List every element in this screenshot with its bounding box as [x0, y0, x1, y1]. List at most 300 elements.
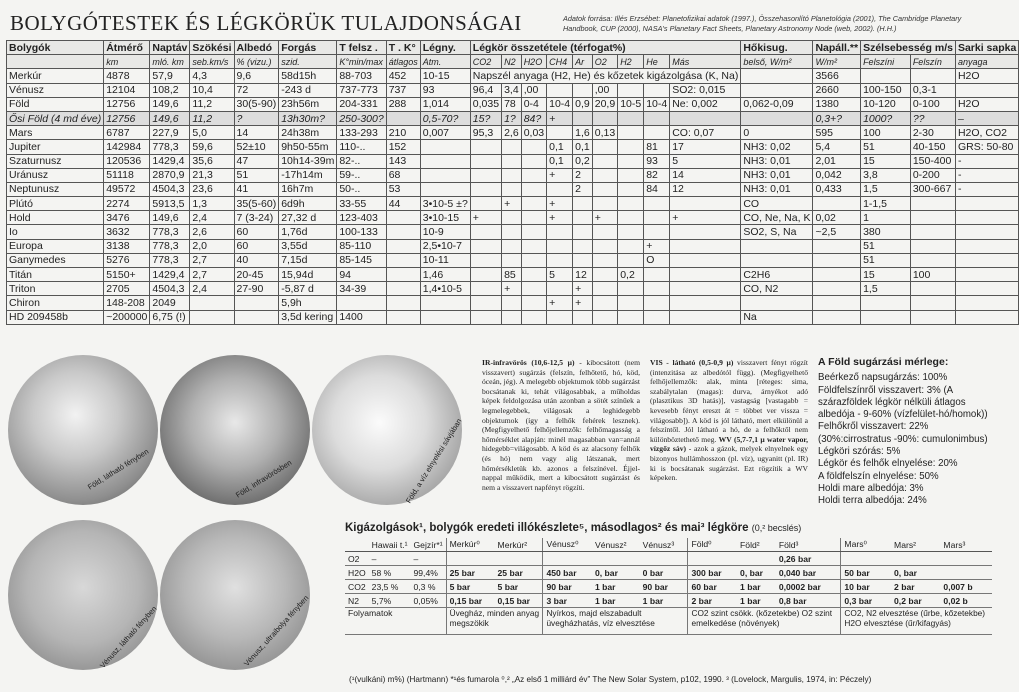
atm-header-cell — [345, 538, 369, 552]
table-row — [7, 282, 1019, 296]
table-cell: 452 — [386, 69, 420, 83]
atm-header-cell: Vénusz³ — [640, 538, 688, 552]
table-cell: 51 — [861, 239, 911, 253]
table-cell: + — [547, 111, 573, 125]
source-note — [563, 14, 983, 33]
table-cell: 35,6 — [190, 154, 234, 168]
atm-header-cell: Gejzír*¹ — [411, 538, 447, 552]
earth-visible-image — [8, 355, 158, 505]
table-cell — [741, 239, 813, 253]
table-cell — [910, 239, 955, 253]
table-cell: 2660 — [813, 83, 861, 97]
table-cell: 1,5 — [861, 282, 911, 296]
atm-cell: 99,4% — [411, 566, 447, 580]
process-label: Folyamatok — [345, 608, 446, 635]
table-cell: 10-4 — [547, 97, 573, 111]
table-cell: 1429,4 — [150, 154, 190, 168]
caption-venus-visible: Vénusz, látható fényben — [98, 604, 159, 671]
table-cell: 88-703 — [337, 69, 386, 83]
table-cell: 50-.. — [337, 182, 386, 196]
atm-cell: 5 bar — [446, 580, 494, 594]
table-cell — [547, 310, 573, 324]
table-cell: 85-110 — [337, 239, 386, 253]
table-cell: 4,3 — [190, 69, 234, 83]
visible-description — [650, 358, 808, 483]
table-cell — [470, 268, 501, 282]
table-cell: 7,15d — [279, 253, 337, 267]
table-subheader-cell: seb.km/s — [190, 55, 234, 69]
atm-cell — [737, 552, 776, 566]
table-cell — [573, 211, 593, 225]
atm-cell: 0, bar — [592, 566, 640, 580]
table-cell: 3566 — [813, 69, 861, 83]
table-cell — [592, 197, 617, 211]
table-cell: - — [955, 182, 1018, 196]
atm-process-row — [345, 608, 992, 635]
atm-cell: 2 bar — [891, 580, 940, 594]
table-cell: 110-.. — [337, 140, 386, 154]
table-cell — [420, 168, 470, 182]
table-cell: 40 — [234, 253, 279, 267]
table-cell: 3•10-15 — [420, 211, 470, 225]
table-cell: Triton — [7, 282, 104, 296]
table-cell: 57,9 — [150, 69, 190, 83]
table-cell: 41 — [234, 182, 279, 196]
process-cell: CO2, N2 elvesztése (űrbe, kőzetekbe) H2O elvesztése (űr/kifagyás) — [841, 608, 992, 635]
table-cell: 2 — [573, 168, 593, 182]
table-cell — [618, 239, 644, 253]
table-cell — [741, 253, 813, 267]
table-cell: CO — [741, 197, 813, 211]
atm-header-cell: Föld² — [737, 538, 776, 552]
table-cell — [502, 182, 522, 196]
table-cell: + — [470, 211, 501, 225]
table-cell: NH3: 0,01 — [741, 168, 813, 182]
table-cell: 2-30 — [910, 126, 955, 140]
table-cell: 23h56m — [279, 97, 337, 111]
table-header-cell: Szökési — [190, 41, 234, 55]
table-row — [7, 83, 1019, 97]
table-cell — [644, 310, 670, 324]
atm-cell: 60 bar — [688, 580, 737, 594]
atm-header-cell: Föld³ — [776, 538, 841, 552]
table-cell: 17 — [670, 140, 741, 154]
table-cell — [386, 296, 420, 310]
table-cell: 0,1 — [573, 140, 593, 154]
table-cell: 2,7 — [190, 268, 234, 282]
atm-cell: O2 — [345, 552, 369, 566]
atm-cell — [891, 552, 940, 566]
table-cell: SO2: 0,015 — [670, 83, 741, 97]
table-cell — [521, 140, 546, 154]
table-cell: 737-773 — [337, 83, 386, 97]
table-cell: 5,9h — [279, 296, 337, 310]
table-cell: 10-11 — [420, 253, 470, 267]
table-cell — [741, 296, 813, 310]
table-row — [7, 253, 1019, 267]
table-cell: Föld — [7, 97, 104, 111]
table-cell — [861, 69, 911, 83]
table-cell: Napszél anyaga (H2, He) és kőzetek kigázolgása (K, Na) — [470, 69, 741, 83]
table-cell: 5,4 — [813, 140, 861, 154]
table-row — [7, 197, 1019, 211]
page-title: BOLYGÓTESTEK ÉS LÉGKÖRÜK TULAJDONSÁGAI — [10, 11, 522, 35]
atm-cell: 50 bar — [841, 566, 891, 580]
table-subheader-cell: belső, W/m² — [741, 55, 813, 69]
table-cell: 3138 — [104, 239, 150, 253]
table-cell — [861, 310, 911, 324]
table-cell — [190, 296, 234, 310]
table-cell: – — [955, 111, 1018, 125]
table-cell: 100-133 — [337, 225, 386, 239]
table-cell — [420, 154, 470, 168]
table-cell — [234, 296, 279, 310]
table-cell: 149,6 — [150, 211, 190, 225]
table-cell: 0,03 — [521, 126, 546, 140]
table-cell: 3632 — [104, 225, 150, 239]
atm-cell: 0,3 % — [411, 580, 447, 594]
table-cell: ,00 — [521, 83, 546, 97]
table-cell: - — [955, 154, 1018, 168]
table-row — [7, 268, 1019, 282]
table-cell — [386, 111, 420, 125]
table-subheader-cell: % (vizu.) — [234, 55, 279, 69]
process-cell: CO2 szint csökk. (kőzetekbe) O2 szint emelkedése (növények) — [688, 608, 841, 635]
table-cell — [573, 225, 593, 239]
table-cell: -17h14m — [279, 168, 337, 182]
table-cell: 34-39 — [337, 282, 386, 296]
table-cell — [470, 282, 501, 296]
table-subheader-cell: O2 — [592, 55, 617, 69]
table-cell — [910, 197, 955, 211]
table-cell — [547, 126, 573, 140]
table-cell: 227,9 — [150, 126, 190, 140]
radiation-line: A földfelszín elnyelése: 50% — [818, 470, 939, 482]
table-cell: 149,6 — [150, 111, 190, 125]
table-cell: 10,4 — [190, 83, 234, 97]
atm-cell: 1 bar — [592, 580, 640, 594]
table-cell: -5,87 d — [279, 282, 337, 296]
atmosphere-title-note: (0,² becslés) — [751, 523, 802, 533]
table-row — [7, 239, 1019, 253]
table-cell: 10h14-39m — [279, 154, 337, 168]
table-cell: 1,3 — [190, 197, 234, 211]
infrared-body: - kibocsátott (nem visszavert) sugárzás (felszín, felhőtető, hó, köd, óceán, jég). A melegebb objektumok több sugárzást bocsátanak ki, tehát világosabbak, a műholdas képek feldolgozása után azonban a sötét színűek a legmelegebbek, világosak a leghidegebb objektumok (így a felhők fehérek lesznek). (Megfigyelhető felhőjellemzők: felhőmagasság a hőmérséklet alapján: minél magasabban van=annál hidegebb=világosabb. A köd és az alacsony felhők (és hó) nem vagy alig látszanak, mert hőmérsékletük kb. azonos a felszínével. Éjjel-nappal működik, mert a kibocsátott sugárzást és nem a visszavert napfényt rögzíti. — [482, 358, 640, 492]
table-cell: 0-4 — [521, 97, 546, 111]
table-header-cell: Naptáv — [150, 41, 190, 55]
atm-cell: 0 bar — [640, 566, 688, 580]
table-cell: 13h30m? — [279, 111, 337, 125]
radiation-line: Beérkező napsugárzás: 100% — [818, 372, 948, 384]
table-cell: GRS: 50-80 — [955, 140, 1018, 154]
atm-header-cell: Mars⁰ — [841, 538, 891, 552]
table-cell — [670, 282, 741, 296]
table-cell: Plútó — [7, 197, 104, 211]
atm-cell: 0,3 bar — [841, 594, 891, 608]
table-cell — [618, 253, 644, 267]
table-cell — [521, 154, 546, 168]
table-cell: 380 — [861, 225, 911, 239]
table-cell: 1,014 — [420, 97, 470, 111]
table-cell — [644, 296, 670, 310]
table-cell — [502, 225, 522, 239]
table-cell: 12 — [573, 268, 593, 282]
table-cell — [644, 111, 670, 125]
table-cell — [547, 282, 573, 296]
atm-cell: 0, bar — [737, 566, 776, 580]
table-cell: 100 — [861, 126, 911, 140]
table-cell: 51 — [234, 168, 279, 182]
table-subheader-cell: mló. km — [150, 55, 190, 69]
table-cell: 12 — [670, 182, 741, 196]
table-cell: Chiron — [7, 296, 104, 310]
table-cell: 12104 — [104, 83, 150, 97]
table-cell — [190, 310, 234, 324]
table-cell — [573, 83, 593, 97]
atm-cell: 0,0002 bar — [776, 580, 841, 594]
atm-cell: 90 bar — [543, 580, 592, 594]
table-cell: 60 — [234, 225, 279, 239]
radiation-line: Légkör és felhők elnyelése: 20% — [818, 458, 958, 470]
table-cell: 15 — [861, 268, 911, 282]
table-cell — [955, 211, 1018, 225]
table-cell: 72 — [234, 83, 279, 97]
atm-cell: 23,5 % — [369, 580, 411, 594]
table-cell — [644, 268, 670, 282]
atm-header-cell: Hawaii t.¹ — [369, 538, 411, 552]
water-vapor-body: - azok a gázok, melyek elnyelnek egy bizonyos hullámhosszon (pl. víz), ugyanitt (pl. IR) ki is bocsátanak sugárzást. Ezt rögzítik a WV képeken. — [650, 444, 808, 483]
table-cell: 204-331 — [337, 97, 386, 111]
atm-header-cell: Merkúr² — [495, 538, 543, 552]
table-cell: + — [573, 296, 593, 310]
table-cell — [592, 225, 617, 239]
table-row — [7, 182, 1019, 196]
table-cell: Ganymedes — [7, 253, 104, 267]
atm-cell — [688, 552, 737, 566]
table-cell — [573, 310, 593, 324]
atm-header-cell: Vénusz² — [592, 538, 640, 552]
table-cell: 9,6 — [234, 69, 279, 83]
table-cell: 5 — [670, 154, 741, 168]
table-cell: 68 — [386, 168, 420, 182]
table-cell — [910, 211, 955, 225]
table-cell: 59,6 — [190, 140, 234, 154]
table-cell: 27,32 d — [279, 211, 337, 225]
source-label: Adatok forrása: — [563, 14, 613, 23]
table-subheader-cell: CH4 — [547, 55, 573, 69]
atm-cell: 2 bar — [688, 594, 737, 608]
table-cell — [644, 282, 670, 296]
table-cell: 1,46 — [420, 268, 470, 282]
table-cell: NH3: 0,01 — [741, 182, 813, 196]
table-cell: Jupiter — [7, 140, 104, 154]
table-cell: Vénusz — [7, 83, 104, 97]
source-text: Illés Erzsébet: Planetofizikai adatok (1997.), Összehasonlító Planetológia (2001), The Cambridge Planetary Handbook, CUP (2000), NASA's Planetary Fact Sheets, Planetary Astronomy Node (web, 2002). — [563, 14, 962, 33]
table-cell: 33-55 — [337, 197, 386, 211]
caption-earth-water-vapor: Föld, a víz elnyelési sávjában — [404, 416, 464, 505]
table-cell: ?? — [910, 111, 955, 125]
table-cell: 3,55d — [279, 239, 337, 253]
table-cell: 108,2 — [150, 83, 190, 97]
table-cell: + — [502, 282, 522, 296]
table-cell — [386, 225, 420, 239]
table-cell — [813, 197, 861, 211]
table-cell — [813, 253, 861, 267]
table-cell — [618, 111, 644, 125]
table-cell — [502, 211, 522, 225]
table-cell: 2049 — [150, 296, 190, 310]
table-cell: 53 — [386, 182, 420, 196]
table-cell: 2,6 — [502, 126, 522, 140]
table-cell — [521, 197, 546, 211]
table-cell: 100-150 — [861, 83, 911, 97]
table-cell — [470, 296, 501, 310]
atm-cell: 0,15 bar — [495, 594, 543, 608]
table-cell — [470, 168, 501, 182]
table-cell: -243 d — [279, 83, 337, 97]
table-subheader-cell: szid. — [279, 55, 337, 69]
atm-cell: 0,007 b — [940, 580, 992, 594]
table-cell: 2705 — [104, 282, 150, 296]
atm-cell: 25 bar — [446, 566, 494, 580]
infrared-heading: IR-infravörös (10,6-12,5 μ) — [482, 358, 575, 367]
table-cell: 12756 — [104, 97, 150, 111]
table-cell: 3,4 — [502, 83, 522, 97]
table-cell: 0,5-70? — [420, 111, 470, 125]
caption-venus-uv: Vénusz, ultraibolya fényben — [242, 593, 311, 669]
table-subheader-cell: W/m² — [813, 55, 861, 69]
table-subheader-cell: H2 — [618, 55, 644, 69]
table-cell: 84? — [521, 111, 546, 125]
table-cell: 737 — [386, 83, 420, 97]
table-cell — [813, 310, 861, 324]
table-cell — [618, 225, 644, 239]
table-cell — [592, 182, 617, 196]
table-cell — [955, 268, 1018, 282]
earth-infrared-image — [160, 355, 310, 505]
table-cell — [420, 182, 470, 196]
atm-cell: 0,05% — [411, 594, 447, 608]
table-cell — [470, 154, 501, 168]
table-cell — [955, 197, 1018, 211]
atm-cell: 0,8 bar — [776, 594, 841, 608]
table-cell — [547, 253, 573, 267]
table-cell — [573, 239, 593, 253]
atmosphere-section-title — [345, 522, 801, 534]
table-cell — [592, 253, 617, 267]
table-cell: 15 — [861, 154, 911, 168]
table-cell: SO2, S, Na — [741, 225, 813, 239]
table-cell: Merkúr — [7, 69, 104, 83]
table-cell — [547, 182, 573, 196]
table-cell: 1,76d — [279, 225, 337, 239]
table-cell: 9h50-55m — [279, 140, 337, 154]
table-cell: 778,3 — [150, 225, 190, 239]
table-cell — [337, 296, 386, 310]
table-cell: 148-208 — [104, 296, 150, 310]
table-cell: H2O — [955, 69, 1018, 83]
table-cell — [592, 296, 617, 310]
table-subheader-cell — [7, 55, 104, 69]
table-cell: 0,9 — [573, 97, 593, 111]
table-subheader-cell: H2O — [521, 55, 546, 69]
table-cell — [618, 310, 644, 324]
table-cell: 778,3 — [150, 140, 190, 154]
table-cell: 0 — [741, 126, 813, 140]
table-cell — [470, 140, 501, 154]
table-cell: 3,8 — [861, 168, 911, 182]
table-cell — [573, 253, 593, 267]
table-cell: H2O — [955, 97, 1018, 111]
table-cell — [618, 83, 644, 97]
table-cell — [644, 211, 670, 225]
water-vapor-heading: WV (5,7-7,1 μ water vapor, vízgőz sáv) — [650, 434, 808, 454]
table-cell: 2,5•10-7 — [420, 239, 470, 253]
table-cell — [618, 197, 644, 211]
table-cell: 133-293 — [337, 126, 386, 140]
radiation-title: A Föld sugárzási mérlege: — [818, 356, 949, 368]
table-cell: Titán — [7, 268, 104, 282]
table-cell: 0,02 — [813, 211, 861, 225]
table-cell — [955, 239, 1018, 253]
table-cell: 210 — [386, 126, 420, 140]
table-cell — [470, 239, 501, 253]
earth-water-vapor-image — [312, 355, 462, 505]
table-cell: 2274 — [104, 197, 150, 211]
table-cell: HD 209458b — [7, 310, 104, 324]
table-cell — [910, 225, 955, 239]
table-cell — [813, 282, 861, 296]
table-cell: 5150+ — [104, 268, 150, 282]
atm-header-cell: Föld⁰ — [688, 538, 737, 552]
table-cell: 778,3 — [150, 239, 190, 253]
atm-cell: 300 bar — [688, 566, 737, 580]
venus-visible-image — [8, 520, 158, 670]
table-cell — [955, 296, 1018, 310]
table-cell: 288 — [386, 97, 420, 111]
table-cell: 3476 — [104, 211, 150, 225]
table-cell: 0,3+? — [813, 111, 861, 125]
table-row — [7, 126, 1019, 140]
table-cell — [670, 111, 741, 125]
table-cell: 0,3-1 — [910, 83, 955, 97]
table-cell — [502, 310, 522, 324]
table-cell: NH3: 0,02 — [741, 140, 813, 154]
atm-cell: H2O — [345, 566, 369, 580]
atm-header-cell: Mars² — [891, 538, 940, 552]
table-cell: 6d9h — [279, 197, 337, 211]
table-cell — [502, 296, 522, 310]
table-cell: 250-300? — [337, 111, 386, 125]
table-cell: 5913,5 — [150, 197, 190, 211]
table-cell — [386, 211, 420, 225]
table-cell — [420, 296, 470, 310]
table-cell: 47 — [234, 154, 279, 168]
atm-cell — [940, 566, 992, 580]
table-cell — [741, 111, 813, 125]
radiation-line: Holdi terra albedója: 24% — [818, 495, 927, 507]
table-cell: 59-.. — [337, 168, 386, 182]
table-cell — [521, 268, 546, 282]
table-cell: 1,5 — [861, 182, 911, 196]
atm-header-cell: Mars³ — [940, 538, 992, 552]
table-cell — [386, 282, 420, 296]
table-cell: 4504,3 — [150, 182, 190, 196]
table-cell — [813, 268, 861, 282]
table-cell — [420, 140, 470, 154]
table-cell — [470, 310, 501, 324]
table-cell — [813, 296, 861, 310]
